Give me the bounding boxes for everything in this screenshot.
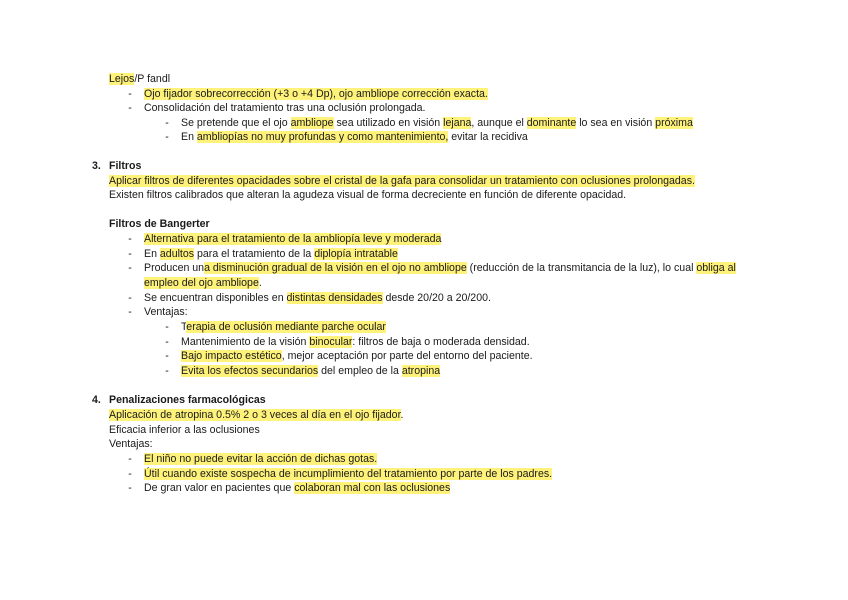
- highlight: Ojo fijador sobrecorrección (+3 o +4 Dp), ojo ambliope corrección exacta.: [144, 88, 488, 100]
- highlight: distintas densidades: [286, 292, 383, 304]
- bullet-dash: -: [128, 262, 132, 274]
- list-item: Consolidación del tratamiento tras una oclusión prolongada.: [144, 102, 426, 114]
- sub-list-item: [181, 336, 530, 349]
- text: T: [181, 321, 187, 333]
- text: Mantenimiento de la visión: [181, 336, 310, 348]
- list-item: [144, 248, 398, 261]
- text: Se pretende que el ojo: [181, 117, 291, 129]
- list-item: [144, 453, 377, 466]
- list-item: [144, 482, 450, 495]
- bullet-dash: -: [128, 453, 132, 465]
- highlight: obliga al: [696, 262, 736, 274]
- bullet-dash: -: [165, 321, 169, 333]
- bullet-dash: -: [165, 117, 169, 129]
- paragraph: Ventajas:: [109, 438, 153, 450]
- text: lo sea en visión: [576, 117, 656, 129]
- paragraph: [109, 175, 695, 188]
- highlight: diplopía intratable: [314, 248, 398, 260]
- bullet-dash: -: [128, 88, 132, 100]
- text: para el tratamiento de la: [194, 248, 315, 260]
- text: En: [144, 248, 160, 260]
- highlight: Aplicación de atropina 0.5% 2 o 3 veces al día en el ojo fijador: [109, 409, 401, 421]
- highlight: a disminución gradual de la visión en el ojo no ambliope: [204, 262, 467, 274]
- highlight: atropina: [401, 365, 441, 377]
- sub-list-item: [181, 365, 440, 378]
- highlight: Alternativa para el tratamiento de la ambliopía leve y moderada: [144, 233, 442, 245]
- paragraph: Existen filtros calibrados que alteran la agudeza visual de forma decreciente en función de diferente opacidad.: [109, 189, 627, 201]
- list-item-continuation: [144, 277, 262, 290]
- highlight: Útil cuando existe sospecha de incumplimiento del tratamiento por parte de los padres.: [144, 468, 553, 480]
- highlight: dominante: [526, 117, 577, 129]
- highlight: Lejos: [109, 73, 135, 85]
- bullet-dash: -: [128, 233, 132, 245]
- list-item: Ventajas:: [144, 306, 188, 318]
- bullet-dash: -: [128, 102, 132, 114]
- highlight: ambliopías no muy profundas y como mantenimiento,: [196, 131, 449, 143]
- text: , mejor aceptación por parte del entorno del paciente.: [281, 350, 533, 362]
- bullet-dash: -: [128, 292, 132, 304]
- list-item: [144, 262, 736, 275]
- lejos-title: [109, 73, 170, 86]
- bullet-dash: -: [165, 350, 169, 362]
- list-item: [144, 468, 552, 481]
- highlight: Aplicar filtros de diferentes opacidades sobre el cristal de la gafa para consolidar un tratamiento con oclusiones prolongadas.: [109, 175, 695, 187]
- bullet-dash: -: [165, 131, 169, 143]
- sub-list-item: [181, 117, 693, 130]
- section-title: Penalizaciones farmacológicas: [109, 394, 266, 406]
- paragraph: [109, 409, 403, 422]
- bullet-dash: -: [128, 248, 132, 260]
- text: De gran valor en pacientes que: [144, 482, 295, 494]
- list-item: [144, 88, 488, 101]
- subsection-title: Filtros de Bangerter: [109, 218, 210, 230]
- paragraph: Eficacia inferior a las oclusiones: [109, 424, 260, 436]
- sub-list-item: [181, 350, 533, 363]
- text: desde 20/20 a 20/200.: [382, 292, 491, 304]
- sub-list-item: [181, 131, 528, 144]
- text: Producen un: [144, 262, 205, 274]
- list-item: [144, 233, 441, 246]
- text: , aunque el: [471, 117, 527, 129]
- bullet-dash: -: [128, 468, 132, 480]
- text: (reducción de la transmitancia de la luz), lo cual: [466, 262, 697, 274]
- highlight: erapia de oclusión mediante parche ocular: [186, 321, 386, 333]
- section-number: 3.: [92, 160, 101, 172]
- text: /P fandl: [134, 73, 171, 85]
- highlight: Bajo impacto estético: [181, 350, 282, 362]
- highlight: lejana: [443, 117, 472, 129]
- highlight: El niño no puede evitar la acción de dichas gotas.: [144, 453, 378, 465]
- text: evitar la recidiva: [448, 131, 528, 143]
- highlight: adultos: [159, 248, 195, 260]
- bullet-dash: -: [128, 306, 132, 318]
- highlight: empleo del ojo ambliope: [144, 277, 259, 289]
- text: En: [181, 131, 197, 143]
- bullet-dash: -: [165, 365, 169, 377]
- bullet-dash: -: [128, 482, 132, 494]
- highlight: Evita los efectos secundarios: [181, 365, 319, 377]
- section-number: 4.: [92, 394, 101, 406]
- text: : filtros de baja o moderada densidad.: [352, 336, 530, 348]
- highlight: ambliope: [290, 117, 334, 129]
- bullet-dash: -: [165, 336, 169, 348]
- highlight: colaboran mal con las oclusiones: [294, 482, 451, 494]
- text: .: [400, 409, 404, 421]
- highlight: próxima: [655, 117, 693, 129]
- highlight: binocular: [309, 336, 353, 348]
- list-item: [144, 292, 491, 305]
- text: del empleo de la: [318, 365, 402, 377]
- section-title: Filtros: [109, 160, 142, 172]
- text: sea utilizado en visión: [333, 117, 444, 129]
- text: .: [258, 277, 262, 289]
- sub-list-item: [181, 321, 386, 334]
- text: Se encuentran disponibles en: [144, 292, 287, 304]
